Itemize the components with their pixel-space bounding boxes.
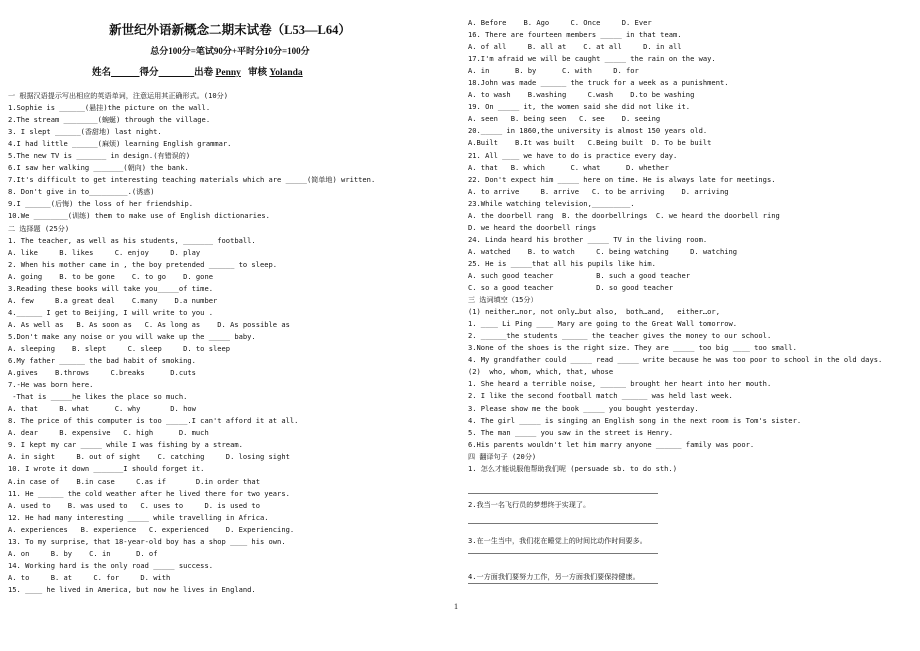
text-line: A. dear B. expensive C. high D. much	[8, 428, 209, 438]
text-line: A. Before B. Ago C. Once D. Ever	[468, 18, 652, 27]
exam-title: 新世纪外语新概念二期末试卷（L53—L64）	[109, 23, 351, 37]
text-line: A. few B.a great deal C.many D.a number	[8, 295, 218, 305]
text-line: 2.The stream ________(蜿蜒) through the village.	[8, 115, 211, 125]
text-line: 18.John was made ______ the truck for a week as a punishment.	[468, 78, 729, 88]
text-line: A. seen B. being seen C. see D. seeing	[468, 114, 661, 124]
score-blank	[159, 68, 195, 78]
answer-line-1	[468, 493, 658, 494]
name-blank	[111, 68, 140, 78]
text-line: A. that B. which C. what D. whether	[468, 162, 669, 172]
text-line: 4.I had little ______(麻烦) learning English grammar.	[8, 139, 232, 149]
text-line: 4.______ I get to Beijing, I will write to you .	[8, 307, 213, 317]
text-line: 1. The teacher, as well as his students, _______ football.	[8, 235, 256, 245]
reviewer-name: Yolanda	[269, 68, 303, 78]
text-line: A. watched B. to watch C. being watching D. watching	[468, 246, 738, 256]
text-line: (1) neither…nor, not only…but also, both…and, either…or,	[468, 307, 720, 317]
text-line: 3. Please show me the book _____ you bought yesterday.	[468, 403, 699, 413]
text-line: 3.在一生当中，我们花在睡觉上的时间比动作时间要多。	[468, 536, 647, 546]
text-line: 25. He is _____that all his pupils like him.	[468, 258, 656, 268]
text-line: A. experiences B. experience C. experienced D. Experiencing.	[8, 524, 295, 534]
text-line	[468, 475, 913, 487]
text-line: 10. I wrote it down _______I should forget it.	[8, 464, 205, 474]
text-line: A. to wash B.washing C.wash D.to be washing	[468, 90, 695, 100]
text-line: 12. He had many interesting _____ while travelling in Africa.	[8, 512, 269, 522]
text-line	[468, 559, 913, 571]
text-line: 21. All ____ we have to do is practice every day.	[468, 150, 678, 160]
text-line: -That is _____he likes the place so much.	[8, 392, 188, 402]
text-line: 4.一方面我们要努力工作，另一方面我们要保持健康。	[468, 572, 640, 582]
answer-line-2	[468, 523, 658, 524]
text-line: A. that B. what C. why D. how	[8, 404, 196, 414]
text-line: A. going B. to be gone C. to go D. gone	[8, 271, 213, 281]
text-line: 1.Sophie is ______(悬挂)the picture on the wall.	[8, 103, 211, 113]
score-label: 得分	[139, 68, 159, 78]
text-line: 2. ______the students ______ the teacher gives the money to our school.	[468, 331, 772, 341]
text-line: 5.Don't make any noise or you will wake up the _____ baby.	[8, 331, 256, 341]
text-line: 1. 怎么才能说服他帮助我们呢 (persuade sb. to do sth.)	[468, 463, 677, 473]
text-line: 9. I kept my car _____ while I was fishing by a stream.	[8, 440, 243, 450]
right-column	[468, 17, 913, 583]
text-line: A. sleeping B. slept C. sleep D. to sleep	[8, 343, 231, 353]
text-line: 1. She heard a terrible noise, ______ brought her heart into her mouth.	[468, 379, 772, 389]
text-line: 23.While watching television,_________.	[468, 198, 635, 208]
text-line: 三 选词填空（15分）	[468, 295, 538, 305]
text-line: A. of all B. all at C. at all D. in all	[468, 42, 682, 52]
text-line: A. to B. at C. for D. with	[8, 572, 171, 582]
setter-name: Penny	[215, 68, 241, 78]
text-line: A. used to B. was used to C. uses to D. is used to	[8, 500, 260, 510]
text-line: 5.The new TV is _______ in design.(有错误的)	[8, 151, 191, 161]
exam-subtitle: 总分100分=笔试90分+平时分10分=100分	[150, 46, 310, 56]
text-line: A. such good teacher B. such a good teacher	[468, 270, 691, 280]
exam-info-line	[92, 64, 303, 78]
text-line: 19. On _____ it, the women said she did not like it.	[468, 102, 691, 112]
text-line: A.in case of B.in case C.as if D.in order that	[8, 476, 260, 486]
reviewer-label: 审核	[248, 68, 268, 78]
left-column	[8, 90, 448, 596]
text-line: 17.I'm afraid we will be caught _____ the rain on the way.	[468, 54, 716, 64]
text-line: A. in sight B. out of sight C. catching D. losing sight	[8, 452, 290, 462]
text-line: 6.His parents wouldn't let him marry anyone ______ family was poor.	[468, 439, 755, 449]
text-line: 7.-He was born here.	[8, 380, 94, 390]
text-line: 3.None of the shoes is the right size. They are _____ too big ____ too small.	[468, 343, 797, 353]
text-line: 2. I like the second football match ______ was held last week.	[468, 391, 733, 401]
text-line: A. in B. by C. with D. for	[468, 66, 639, 76]
text-line: 1. ____ Li Ping ____ Mary are going to the Great Wall tomorrow.	[468, 319, 738, 329]
text-line: 3. I slept ______(香甜地) last night.	[8, 127, 162, 137]
answer-line-4	[468, 583, 658, 584]
text-line: A.Built B.It was built C.Being built D. To be built	[468, 138, 712, 148]
text-line: 2. When his mother came in , the boy pretended ______ to sleep.	[8, 259, 278, 269]
text-line: 20._____ in 1860,the university is almost 150 years old.	[468, 126, 708, 136]
answer-line-3	[468, 553, 658, 554]
text-line: 4. My grandfather could _____ read _____ write because he was too poor to school in the old days.	[468, 355, 883, 365]
text-line: 二 选择题 (25分)	[8, 223, 70, 233]
text-line: (2) who, whom, which, that, whose	[468, 367, 614, 377]
text-line: 5. The man _____ you saw in the street is Henry.	[468, 427, 673, 437]
text-line	[468, 523, 913, 535]
text-line: 15. ____ he lived in America, but now he lives in England.	[8, 584, 256, 594]
text-line: 8. The price of this computer is too _____.I can't afford it at all.	[8, 416, 299, 426]
text-line: 22. Don't expect him _____ here on time. He is always late for meetings.	[468, 174, 776, 184]
text-line: 10.We ________(训练) them to make use of English dictionaries.	[8, 211, 270, 221]
text-line: 9.I ______(后悔) the loss of her friendship.	[8, 199, 194, 209]
text-line: 11. He ______ the cold weather after he lived there for two years.	[8, 488, 290, 498]
text-line: 24. Linda heard his brother _____ TV in the living room.	[468, 234, 708, 244]
text-line: 2.我当一名飞行员的梦想终于实现了。	[468, 499, 591, 509]
text-line: 6.I saw her walking _______(朝向) the bank.	[8, 163, 189, 173]
text-line: C. so a good teacher D. so good teacher	[468, 283, 673, 293]
text-line: A. like B. likes C. enjoy D. play	[8, 247, 201, 257]
text-line: 6.My father ______ the bad habit of smoking.	[8, 356, 196, 366]
text-line	[468, 511, 913, 523]
text-line: 四 翻译句子 (20分)	[468, 451, 537, 461]
text-line: A.gives B.throws C.breaks D.cuts	[8, 368, 196, 378]
text-line: 16. There are fourteen members _____ in that team.	[468, 30, 682, 40]
text-line: A. on B. by C. in D. of	[8, 548, 158, 558]
text-line: 一 根据汉语提示写出相应的英语单词，注意运用其正确形式。(10分)	[8, 91, 228, 100]
name-label: 姓名	[92, 68, 112, 78]
setter-label: 出卷	[194, 68, 214, 78]
text-line: A. the doorbell rang B. the doorbellrings C. we heard the doorbell ring	[468, 210, 780, 220]
text-line: 3.Reading these books will take you_____of time.	[8, 283, 213, 293]
text-line: 14. Working hard is the only road _____ success.	[8, 560, 213, 570]
text-line: A. As well as B. As soon as C. As long as D. As possible as	[8, 319, 290, 329]
text-line: 8. Don't give in to_________.(诱惑)	[8, 187, 155, 197]
text-line: 4. The girl _____ is singing an English song in the next room is Tom's sister.	[468, 415, 802, 425]
page-number: 1	[454, 602, 458, 611]
text-line: A. to arrive B. arrive C. to be arriving D. arriving	[468, 186, 729, 196]
text-line: D. we heard the doorbell rings	[468, 222, 597, 232]
text-line: 7.It's difficult to get interesting teaching materials which are _____(简单地) written.	[8, 175, 376, 185]
text-line: 13. To my surprise, that 18-year-old boy has a shop ____ his own.	[8, 536, 286, 546]
